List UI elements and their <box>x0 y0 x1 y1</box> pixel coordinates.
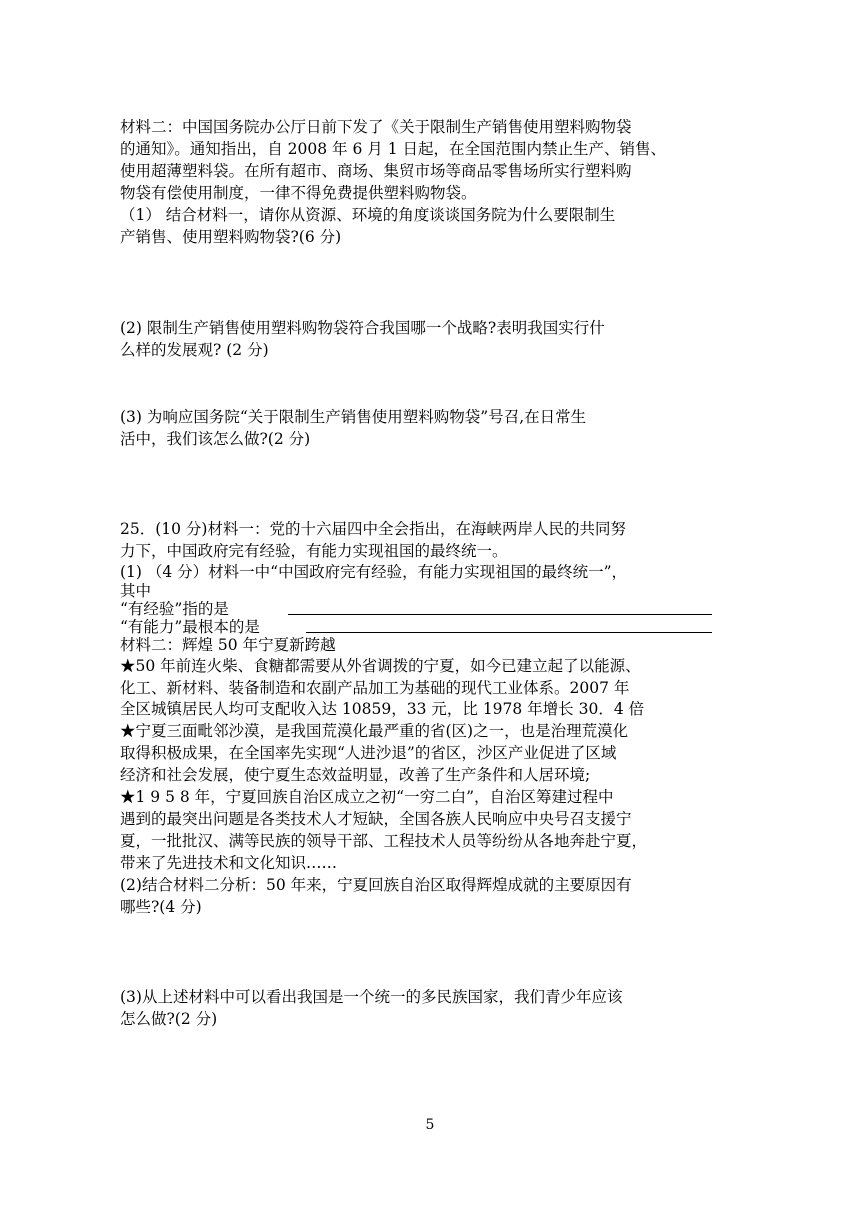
bullet-line: 遇到的最突出问题是各类技术人才短缺，全国各族人民响应中央号召支援宁 <box>120 810 632 828</box>
q25-sub1-line: 其中 <box>120 582 152 600</box>
bullet-line: 带来了先进技术和文化知识…… <box>120 854 338 872</box>
question-1-line: （1） 结合材料一，请你从资源、环境的角度谈谈国务院为什么要限制生 <box>120 206 616 224</box>
answer-blank-ability[interactable] <box>306 632 712 633</box>
material-2-line: 的通知》。通知指出，自 2008 年 6 月 1 日起，在全国范围内禁止生产、销售、 <box>120 140 666 158</box>
q25-stem-line: 力下，中国政府完有经验，有能力实现祖国的最终统一。 <box>120 542 508 560</box>
bullet-line: 全区城镇居民人均可支配收入达 10859，33 元，比 1978 年增长 30．4 倍 <box>120 700 645 718</box>
question-3-line: (3) 为响应国务院“关于限制生产销售使用塑料购物袋”号召,在日常生 <box>120 408 587 426</box>
question-2-line: (2) 限制生产销售使用塑料购物袋符合我国哪一个战略?表明我国实行什 <box>120 319 605 337</box>
q25-sub2-line: (2)结合材料二分析：50 年来，宁夏回族自治区取得辉煌成就的主要原因有 <box>120 876 632 894</box>
page-number: 5 <box>425 1117 435 1133</box>
bullet-line: ★1 9 5 8 年，宁夏回族自治区成立之初“一穷二白”，自治区筹建过程中 <box>120 788 614 806</box>
q25-sub3-line: 怎么做?(2 分) <box>120 1010 218 1028</box>
q25-sub1-line: (1) （4 分）材料一中“中国政府完有经验，有能力实现祖国的最终统一”， <box>120 563 628 581</box>
material-2-line: 使用超薄塑料袋。在所有超市、商场、集贸市场等商品零售场所实行塑料购 <box>120 162 632 180</box>
answer-blank-experience[interactable] <box>288 614 712 615</box>
question-3-line: 活中，我们该怎么做?(2 分) <box>120 430 311 448</box>
material-2-line: 材料二：中国国务院办公厅日前下发了《关于限制生产销售使用塑料购物袋 <box>120 118 632 136</box>
q25-sub2-line: 哪些?(4 分) <box>120 898 202 916</box>
bullet-line: 夏，一批批汉、满等民族的领导干部、工程技术人员等纷纷从各地奔赴宁夏， <box>120 832 648 850</box>
bullet-line: 化工、新材料、装备制造和农副产品加工为基础的现代工业体系。2007 年 <box>120 679 630 697</box>
blank-label-experience: “有经验”指的是 <box>120 600 229 618</box>
q25-stem-line: 25．(10 分)材料一：党的十六届四中全会指出，在海峡两岸人民的共同努 <box>120 520 626 538</box>
bullet-line: ★50 年前连火柴、食糖都需要从外省调拨的宁夏，如今已建立起了以能源、 <box>120 657 641 675</box>
question-1-line: 产销售、使用塑料购物袋?(6 分) <box>120 228 342 246</box>
blank-label-ability: “有能力”最根本的是 <box>120 618 260 636</box>
q25-sub3-line: (3)从上述材料中可以看出我国是一个统一的多民族国家，我们青少年应该 <box>120 988 623 1006</box>
question-2-line: 么样的发展观? (2 分) <box>120 341 269 359</box>
material-2-line: 物袋有偿使用制度，一律不得免费提供塑料购物袋。 <box>120 184 477 202</box>
bullet-line: ★宁夏三面毗邻沙漠，是我国荒漠化最严重的省(区)之一，也是治理荒漠化 <box>120 722 629 740</box>
bullet-line: 取得积极成果，在全国率先实现“人进沙退”的省区，沙区产业促进了区域 <box>120 744 617 762</box>
material-2-title: 材料二：辉煌 50 年宁夏新跨越 <box>120 636 336 654</box>
bullet-line: 经济和社会发展，使宁夏生态效益明显，改善了生产条件和人居环境; <box>120 766 591 784</box>
